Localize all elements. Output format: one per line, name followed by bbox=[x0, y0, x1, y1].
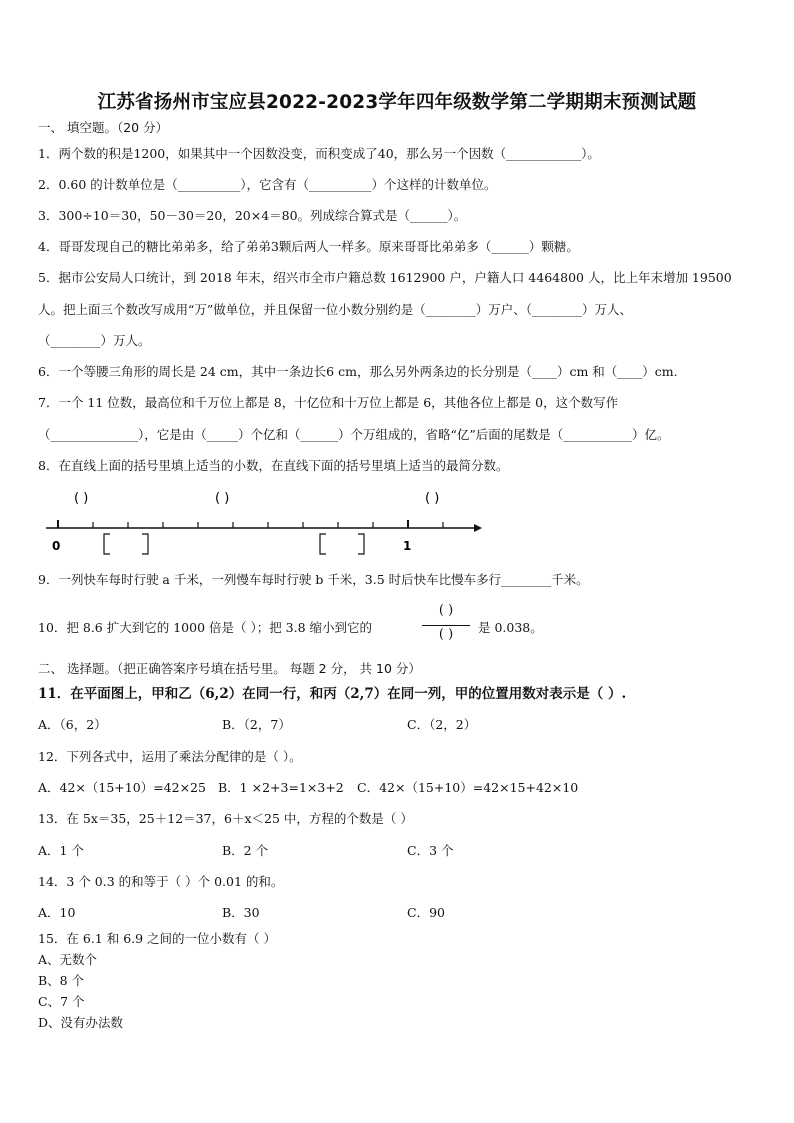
fraction-denominator: ( ) bbox=[438, 627, 454, 642]
q13-option-b: B．2 个 bbox=[222, 843, 269, 858]
q11-option-c: C．（2，2） bbox=[407, 717, 477, 732]
q11-option-b: B．（2，7） bbox=[222, 717, 291, 732]
fraction-bar bbox=[422, 625, 470, 626]
question-7-line-1: 7．一个 11 位数，最高位和千万位上都是 8，十亿位和十万位上都是 6，其他各位上都是 0，这个数写作 bbox=[38, 395, 619, 410]
q15-option-a: A、无数个 bbox=[38, 952, 98, 967]
q14-option-c: C．90 bbox=[407, 905, 445, 920]
bracket-above-1: ( ) bbox=[74, 491, 89, 506]
question-6: 6．一个等腰三角形的周长是 24 cm，其中一条边长6 cm，那么另外两条边的长分别是（____）cm 和（____）cm. bbox=[38, 364, 678, 379]
question-11: 11．在平面图上，甲和乙（6,2）在同一行，和丙（2,7）在同一列，甲的位置用数对表示是（ ）. bbox=[38, 686, 627, 702]
bracket-below-2 bbox=[320, 534, 364, 554]
section-2-heading: 二、 选择题。（把正确答案序号填在括号里。 每题 2 分， 共 10 分） bbox=[38, 661, 421, 676]
question-10-part-1: 10．把 8.6 扩大到它的 1000 倍是（ ）；把 3.8 缩小到它的 bbox=[38, 620, 373, 635]
page-title: 江苏省扬州市宝应县2022-2023学年四年级数学第二学期期末预测试题 bbox=[97, 92, 697, 113]
question-5-line-1: 5．据市公安局人口统计，到 2018 年末，绍兴市全市户籍总数 1612900 户，户籍人口 4464800 人，比上年末增加 19500 bbox=[38, 270, 732, 285]
q12-option-b: B．1 ×2+3=1×3+2 bbox=[218, 780, 344, 795]
question-8: 8．在直线上面的括号里填上适当的小数，在直线下面的括号里填上适当的最简分数。 bbox=[38, 458, 509, 473]
q13-option-a: A．1 个 bbox=[38, 843, 84, 858]
question-5-line-3: （________）万人。 bbox=[38, 333, 151, 348]
fraction-numerator: ( ) bbox=[438, 603, 454, 618]
q12-option-c: C．42×（15+10）=42×15+42×10 bbox=[357, 780, 579, 795]
bracket-above-3: ( ) bbox=[425, 491, 440, 506]
q15-option-c: C、7 个 bbox=[38, 994, 85, 1009]
q14-option-a: A．10 bbox=[38, 905, 76, 920]
number-line-one-label: 1 bbox=[403, 539, 412, 553]
number-line-ticks bbox=[58, 520, 443, 528]
bracket-above-2: ( ) bbox=[215, 491, 230, 506]
bracket-below-1 bbox=[104, 534, 148, 554]
q15-option-d: D、没有办法数 bbox=[38, 1015, 124, 1030]
question-3: 3．300÷10＝30，50－30＝20，20×4＝80。列成综合算式是（______）。 bbox=[38, 208, 467, 223]
question-15: 15．在 6.1 和 6.9 之间的一位小数有（ ） bbox=[38, 931, 277, 946]
question-10-fraction bbox=[420, 603, 472, 647]
q14-option-b: B．30 bbox=[222, 905, 260, 920]
question-9: 9．一列快车每时行驶 a 千米，一列慢车每时行驶 b 千米，3.5 时后快车比慢车多行________千米。 bbox=[38, 572, 589, 587]
number-line-arrow bbox=[474, 524, 482, 532]
question-10-part-2: 是 0.038。 bbox=[478, 620, 543, 635]
q12-option-a: A．42×（15+10）=42×25 bbox=[38, 780, 206, 795]
q11-option-a: A．（6，2） bbox=[38, 717, 107, 732]
section-1-heading: 一、 填空题。（20 分） bbox=[38, 120, 169, 135]
q13-option-c: C．3 个 bbox=[407, 843, 454, 858]
question-13: 13．在 5x＝35，25＋12＝37，6＋x＜25 中，方程的个数是（ ） bbox=[38, 811, 413, 826]
question-5-line-2: 人。把上面三个数改写成用“万”做单位，并且保留一位小数分别约是（________）万户、（________）万人、 bbox=[38, 302, 633, 317]
number-line-zero-label: 0 bbox=[52, 539, 61, 553]
number-line-figure bbox=[38, 484, 488, 558]
question-2: 2．0.60 的计数单位是（__________），它含有（__________）个这样的计数单位。 bbox=[38, 177, 497, 192]
question-1: 1．两个数的积是1200，如果其中一个因数没变，而积变成了40，那么另一个因数（____________）。 bbox=[38, 146, 600, 161]
question-7-line-2: （______________），它是由（_____）个亿和（______）个万组成的，省略“亿”后面的尾数是（___________）亿。 bbox=[38, 427, 670, 442]
question-14: 14．3 个 0.3 的和等于（ ）个 0.01 的和。 bbox=[38, 874, 284, 889]
q15-option-b: B、8 个 bbox=[38, 973, 85, 988]
question-12: 12．下列各式中，运用了乘法分配律的是（ ）。 bbox=[38, 749, 302, 764]
question-4: 4．哥哥发现自己的糖比弟弟多，给了弟弟3颗后两人一样多。原来哥哥比弟弟多（______）颗糖。 bbox=[38, 239, 579, 254]
